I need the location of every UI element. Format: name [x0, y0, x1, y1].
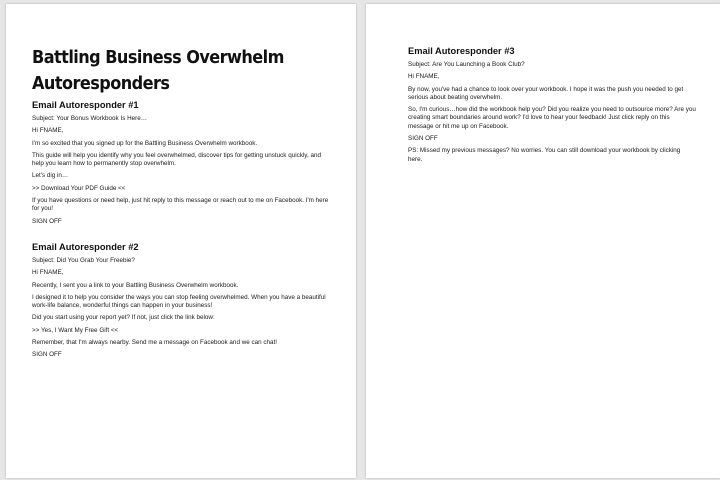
email-paragraph: I designed it to help you consider the ways you can stop feeling overwhelmed. When you have a beautiful work-life balance, wonderful things can happen in your business!	[32, 293, 326, 310]
section-spacer	[32, 230, 330, 242]
email-greeting: Hi FNAME,	[32, 269, 64, 277]
free-gift-link[interactable]: >> Yes, I Want My Free Gift <<	[32, 326, 119, 334]
sign-off: SIGN OFF	[32, 217, 62, 225]
email-paragraph: If you have questions or need help, just hit reply to this message or reach out to me on Facebook. I'm here for you!	[32, 197, 329, 213]
email-paragraph: I'm so excited that you signed up for the Battling Business Overwhelm workbook.	[32, 139, 258, 147]
document-page-right	[366, 4, 720, 478]
email-paragraph: Did you start using your report yet? If not, just click the link below:	[32, 314, 215, 322]
email-paragraph: This guide will help you identify why you feel overwhelmed, discover tips for getting unstuck quickly, and help you learn how to permanently stop overwhelm.	[32, 151, 321, 168]
email-subject: Subject: Are You Launching a Book Club?	[408, 61, 525, 68]
email-paragraph: So, I'm curious…how did the workbook help you? Did you realize you need to outsource more? Are you creating smart boundaries around work? I'd love to hear your feedback! Just click reply on this message or hit me up on Facebook.	[408, 106, 696, 130]
autoresponder-section-2	[32, 242, 330, 360]
document-page-left	[6, 4, 356, 478]
email-subject: Subject: Did You Grab Your Freebie?	[32, 256, 135, 264]
autoresponder-section-1	[32, 100, 330, 226]
sign-off: SIGN OFF	[408, 135, 438, 143]
section-heading: Email Autoresponder #2	[32, 241, 139, 252]
section-heading: Email Autoresponder #1	[32, 100, 139, 110]
email-paragraph: By now, you've had a chance to look over your workbook. I hope it was the push you needed to get serious about beating overwhelm.	[408, 85, 684, 101]
document-title-line-2: Autoresponders	[32, 74, 170, 94]
email-paragraph: Recently, I sent you a link to your Battling Business Overwhelm workbook.	[32, 281, 239, 289]
document-title-line-1: Battling Business Overwhelm	[32, 48, 284, 68]
section-heading: Email Autoresponder #3	[408, 46, 515, 56]
email-greeting: Hi FNAME,	[32, 127, 64, 135]
download-guide-link[interactable]: >> Download Your PDF Guide <<	[32, 184, 126, 192]
sign-off: SIGN OFF	[32, 351, 62, 359]
email-paragraph: Remember, that I'm always nearby. Send me a message on Facebook and we can chat!	[32, 339, 278, 347]
email-subject: Subject: Your Bonus Workbook Is Here…	[32, 115, 148, 122]
postscript: PS: Missed my previous messages? No worries. You can still download your workbook by clicking here.	[408, 147, 681, 163]
autoresponder-section-3	[408, 46, 696, 164]
email-paragraph: Let's dig in…	[32, 172, 69, 180]
email-greeting: Hi FNAME,	[408, 73, 440, 81]
